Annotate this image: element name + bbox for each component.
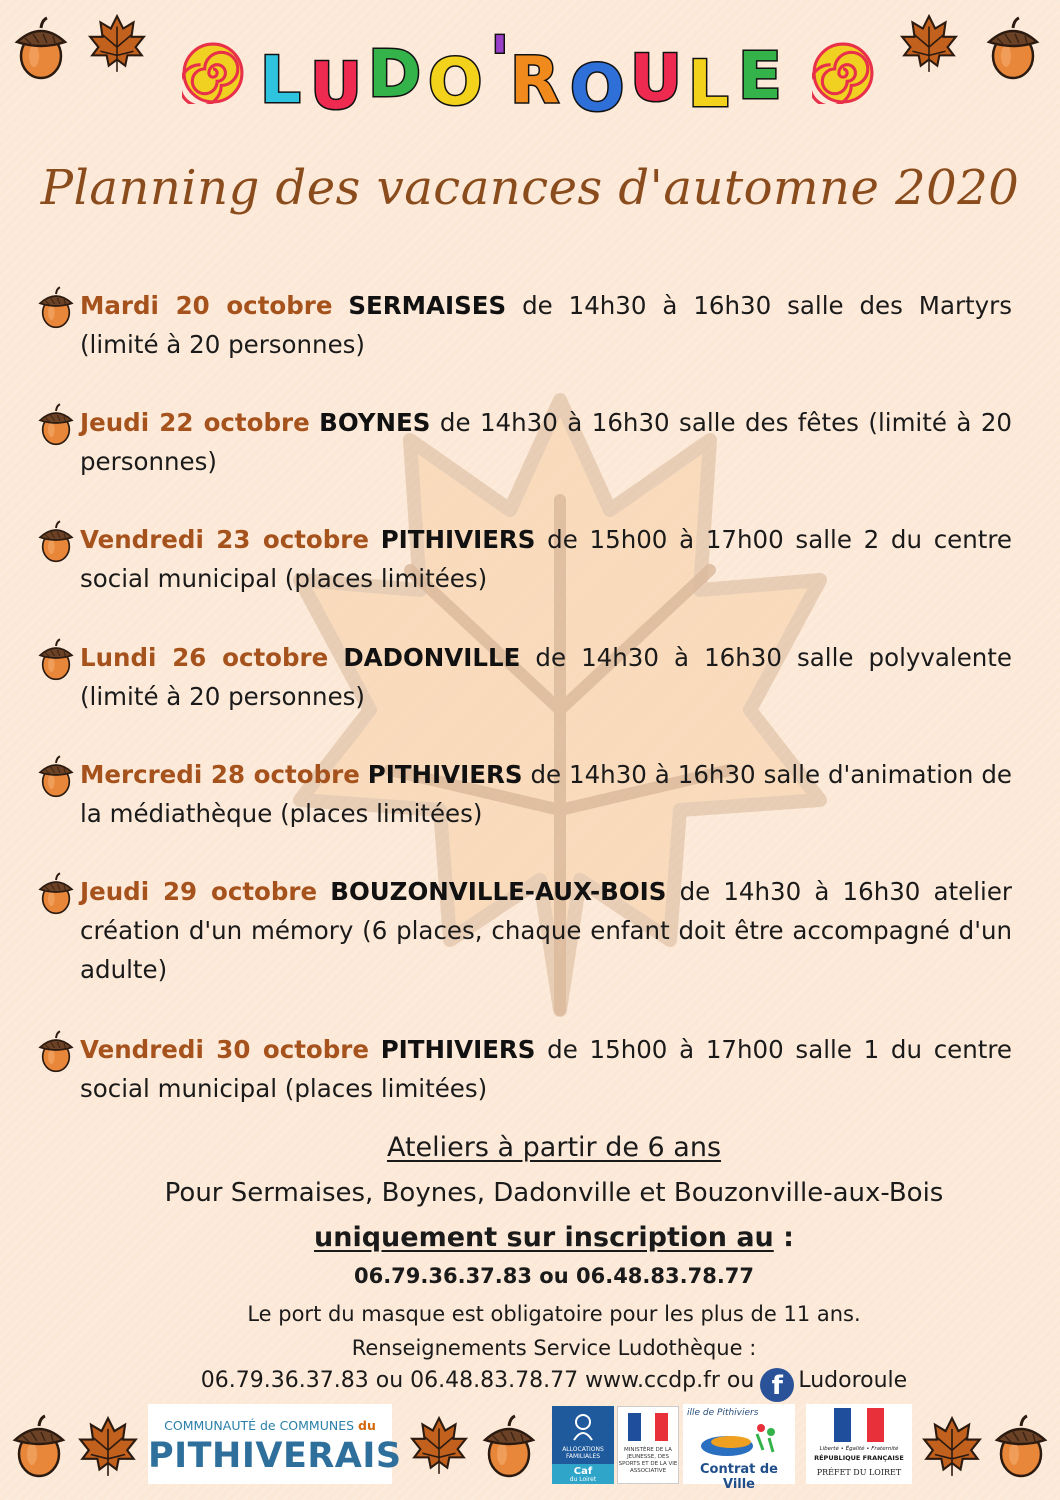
leaf-icon [898, 12, 960, 74]
cville-name: Contrat de Ville [700, 1462, 778, 1492]
schedule-item [36, 872, 1012, 989]
prefet-logo [806, 1404, 912, 1484]
ccdp-name: PITHIVERAIS [148, 1436, 402, 1476]
acorn-bullet-icon [36, 1030, 76, 1074]
schedule-item [36, 520, 1012, 598]
leaf-icon [86, 12, 148, 74]
service-label: Renseignements Service Ludothèque : [351, 1336, 757, 1360]
schedule-day: Mardi 20 octobre [80, 291, 333, 320]
acorn-icon [8, 1414, 70, 1480]
schedule-town: SERMAISES [348, 291, 507, 320]
inscription-notice [24, 1222, 1060, 1253]
svg-text:L: L [260, 44, 301, 118]
schedule-item [36, 403, 1012, 481]
svg-text:U: U [630, 42, 682, 116]
acorn-icon [990, 1414, 1052, 1480]
svg-text:R: R [510, 44, 560, 118]
towns-notice: Pour Sermaises, Boynes, Dadonville et Bouzonville-aux-Bois [164, 1178, 944, 1208]
acorn-bullet-icon [36, 638, 76, 682]
svg-text:O: O [570, 52, 625, 126]
schedule-town: BOYNES [319, 408, 431, 437]
marianne-flag-icon [834, 1408, 884, 1442]
schedule-details: de 15h00 à 17h00 salle 1 du centre social municipal (places limitées) [80, 1035, 1012, 1103]
ccdp-du: du [358, 1418, 376, 1433]
schedule-day: Jeudi 29 octobre [80, 877, 318, 906]
caf-sub: du Loiret [569, 1476, 597, 1483]
ccdp-prefix: COMMUNAUTÉ de COMMUNES [164, 1418, 359, 1433]
mask-notice: Le port du masque est obligatoire pour les plus de 11 ans. [247, 1302, 861, 1326]
inscription-phones: 06.79.36.37.83 ou 06.48.83.78.77 [353, 1264, 755, 1288]
schedule-details: de 14h30 à 16h30 atelier création d'un mémory (6 places, chaque enfant doit être accompagné d'un adulte) [80, 877, 1012, 984]
svg-text:': ' [490, 24, 510, 98]
svg-text:E: E [738, 40, 782, 114]
ludoroule-logo [178, 20, 878, 130]
schedule-details: de 14h30 à 16h30 salle des fêtes (limité à 20 personnes) [80, 408, 1012, 476]
header [0, 0, 1060, 150]
acorn-bullet-icon [36, 755, 76, 799]
age-notice: Ateliers à partir de 6 ans [386, 1132, 722, 1163]
svg-text:L: L [688, 48, 729, 122]
schedule-item [36, 1030, 1012, 1108]
svg-text:D: D [368, 38, 422, 112]
schedule-day: Mercredi 28 octobre [80, 760, 360, 789]
acorn-bullet-icon [36, 872, 76, 916]
inscription-colon: : [773, 1222, 794, 1253]
cville-top: ille de Pithiviers [687, 1408, 759, 1418]
caf-logo [552, 1406, 614, 1484]
contrat-ville-emblem-icon [697, 1420, 783, 1458]
svg-text:O: O [428, 46, 483, 120]
schedule-item [36, 638, 1012, 716]
schedule-details: de 14h30 à 16h30 salle d'animation de la médiathèque (places limitées) [80, 760, 1012, 828]
prefet-name: PRÉFET DU LOIRET [816, 1468, 902, 1477]
logo-text: LUDO'ROULE [528, 120, 535, 121]
acorn-bullet-icon [36, 403, 76, 447]
acorn-icon [478, 1414, 540, 1480]
schedule-town: PITHIVIERS [380, 1035, 536, 1064]
acorn-bullet-icon [36, 286, 76, 330]
contact-details: 06.79.36.37.83 ou 06.48.83.78.77 www.ccdp.fr ou [200, 1368, 755, 1393]
leaf-icon [408, 1414, 470, 1476]
schedule-day: Vendredi 23 octobre [80, 525, 369, 554]
contact-line [24, 1368, 1060, 1402]
schedule-details: de 15h00 à 17h00 salle 2 du centre social municipal (places limitées) [80, 525, 1012, 593]
inscription-label: uniquement sur inscription au [314, 1222, 774, 1253]
acorn-icon [10, 16, 72, 82]
schedule-day: Vendredi 30 octobre [80, 1035, 369, 1064]
caf-name: Caf [573, 1466, 593, 1477]
ministere-logo [617, 1406, 679, 1484]
acorn-bullet-icon [36, 520, 76, 564]
schedule-town: BOUZONVILLE-AUX-BOIS [330, 877, 667, 906]
facebook-name[interactable]: Ludoroule [798, 1368, 908, 1393]
facebook-icon[interactable]: f [760, 1368, 794, 1402]
acorn-icon [982, 16, 1044, 82]
leaf-icon [76, 1414, 140, 1478]
ccdp-logo [148, 1404, 402, 1484]
caf-text: ALLOCATIONS FAMILIALES [562, 1446, 604, 1460]
schedule-details: de 14h30 à 16h30 salle des Martyrs (limité à 20 personnes) [80, 291, 1012, 359]
schedule-item [36, 286, 1012, 364]
contrat-de-ville-logo [683, 1404, 795, 1492]
schedule-town: DADONVILLE [343, 643, 521, 672]
schedule-town: PITHIVIERS [380, 525, 536, 554]
caf-emblem-icon [570, 1412, 596, 1442]
prefet-republique: RÉPUBLIQUE FRANÇAISE [814, 1454, 904, 1462]
schedule-day: Jeudi 22 octobre [80, 408, 310, 437]
schedule-item [36, 755, 1012, 833]
schedule-day: Lundi 26 octobre [80, 643, 329, 672]
page-title: Planning des vacances d'automne 2020 [40, 160, 1020, 216]
svg-text:U: U [310, 50, 362, 124]
schedule-details: de 14h30 à 16h30 salle polyvalente (limité à 20 personnes) [80, 643, 1012, 711]
leaf-icon [920, 1414, 984, 1478]
schedule-town: PITHIVIERS [367, 760, 523, 789]
ministere-text: MINISTÈRE DE LA JEUNESSE, DES SPORTS ET DE LA VIE ASSOCIATIVE [618, 1447, 678, 1474]
marianne-flag-icon [628, 1413, 668, 1441]
prefet-motto: Liberté • Égalité • Fraternité [819, 1446, 899, 1452]
